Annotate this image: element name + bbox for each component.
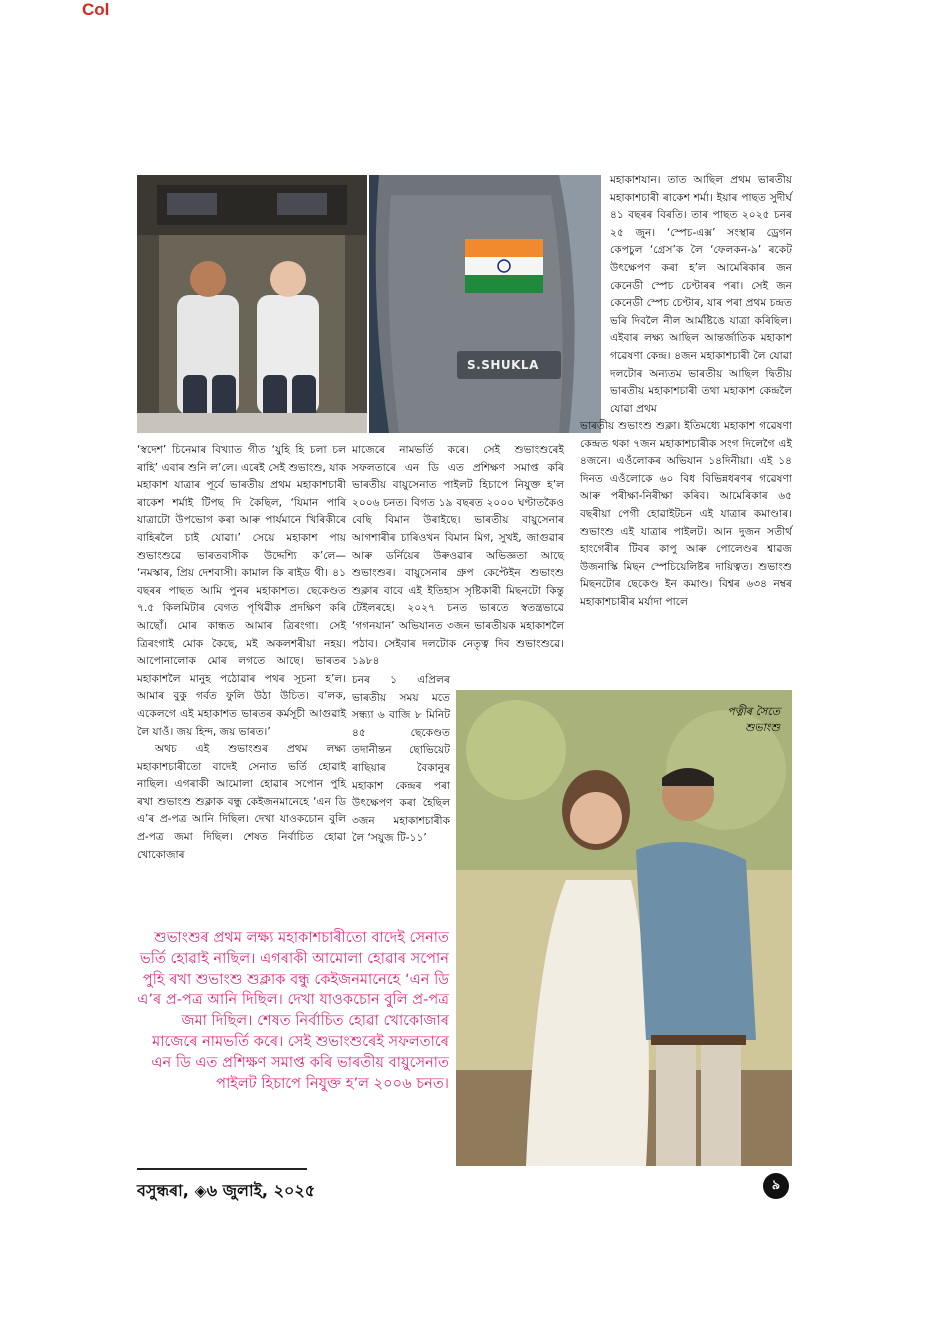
- pull-quote: শুভাংশুৰ প্ৰথম লক্ষ্য মহাকাশচাৰীতো বাদেই সেনাত ভৰ্তি হোৱাই নাছিল। এগৰাকী আমোলা হোৱাৰ সপোন পুহি ৰখা শুভাংশু শুক্লাক বন্ধু কেইজনমানেহে ‘এন ডি এ’ৰ প্ৰ-পত্ৰ আনি দিছিল। দেখা যাওকচোন বুলি প্ৰ-পত্ৰ জমা দিছিল। শেষত নিৰ্বাচিত হোৱা খোকোজাৰ মাজেৰে নামভৰ্তি কৰে। সেই শুভাংশুৰেই সফলতাৰে এন ডি এত প্ৰশিক্ষণ সমাপ্ত কৰি ভাৰতীয় বায়ুসেনাত পাইলট হিচাপে নিযুক্ত হ’ল ২০০৬ চনত।: [137, 929, 449, 1092]
- footer-rule: [137, 1168, 307, 1170]
- couple-photo: [456, 690, 792, 1166]
- article-column-right-mid: ভাৰতীয় শুভাংশু শুক্লা। ইতিমধ্যে মহাকাশ গৱেষণা কেন্দ্ৰত থকা ৭জন মহাকাশচাৰীক সংগ দিলেগৈ এই ৪জনে। এওঁলোকৰ অভিযান ১৪দিনীয়া। এই ১৪ দিনত এওঁলোকে ৬০ বিধ বিভিন্নধৰণৰ গৱেষণা আৰু পৰীক্ষা-নিৰীক্ষা কৰিব। আমেৰিকাৰ ৬৫ বছৰীয়া পেগী হোৱাইটচন এই যাত্ৰাৰ কমাণ্ডাৰ। শুভাংশু এই যাত্ৰাৰ পাইলট। আন দুজন সতীৰ্থ হাংগেৰীৰ টিবৰ কাপু আৰু পোলেণ্ডৰ শ্বাৱজ উজনাস্কি মিছন স্পেচিয়েলিষ্টৰ দায়িত্বত। শুভাংশু মিছনটোৰ ছেকেণ্ড ইন কমাণ্ড। বিশ্বৰ ৬৩৪ নম্বৰ মহাকাশচাৰীৰ মৰ্যাদা পালে: [580, 420, 792, 608]
- caption-line-1: পত্নীৰ সৈতে: [727, 705, 780, 718]
- footer-masthead: বসুন্ধৰা, ◈৬ জুলাই, ২০২৫: [137, 1181, 316, 1200]
- caption-line-2: শুভাংশু: [744, 721, 780, 734]
- paragraph-1: ‘স্বদেশ’ চিনেমাৰ বিখ্যাত গীত ‘যুহি হি চলা চল ৰাহি’ এবাৰ শুনি ল’লে। এৰেই সেই শুভাংশু, যাক মহাকাশ যাত্ৰাৰ পূৰ্বে ভাৰতীয় প্ৰথম মহাকাশচাৰী ৰাকেশ শৰ্মাই টিপছ দি কৈছিল, ‘যিমান পাৰি যাত্ৰাটো উপভোগ কৰা আৰু পাৰ্যমানে খিৰিকীৰে বাহিৰলৈ চাই যোৱা।’ সেয়ে মহাকাশ পায় শুভাংশুৱে ভাৰতবাসীক উদ্দেশ্যি ক’লে— ‘নমস্কাৰ, প্ৰিয় দেশবাসী। কামাল কি ৰাইড থী। ৪১ বছৰৰ পাছত আমি পুনৰ মহাকাশত। ছেকেণ্ডত ৭.৫ কিলমিটাৰ বেগত পৃথিৱীক প্ৰদক্ষিণ কৰি আছোঁ। মোৰ কান্ধত আমাৰ ত্ৰিৰংগা। সেই ত্ৰিৰংগাই মোক কৈছে, মই অকলশৰীয়া নহয়। আপোনালোক মোৰ লগতে আছে। ভাৰতৰ মহাকাশলৈ মানুহ পঠোৱাৰ পথৰ সূচনা হ’ল। আমাৰ বুকু গৰ্বত ফুলি উঠা উচিত। ব’লক, একেলগে এই মহাকাশত ভাৰতৰ কৰ্মসূচী আগুৱাই লৈ যাওঁ। জয় হিন্দ, জয় ভাৰত।’: [137, 444, 346, 738]
- article-column-middle-narrow: চনৰ ১ এপ্ৰিলৰ ভাৰতীয় সময় মতে সন্ধ্যা ৬ বাজি ৮ মিনিট ৪৫ ছেকেণ্ডত তদানীন্তন ছোভিয়েট ৰাছিয়াৰ বৈকানুৰ মহাকাশ কেন্দ্ৰৰ পৰা উৎক্ষেপণ কৰা হৈছিল ৩জন মহাকাশচাৰীক লৈ ‘সয়ুজ টি-১১’: [352, 674, 450, 845]
- article-column-right-top: মহাকাশযান। তাত আছিল প্ৰথম ভাৰতীয় মহাকাশচাৰী ৰাকেশ শৰ্মা। ইয়াৰ পাছত সুদীৰ্ঘ ৪১ বছৰৰ বিৰতি। তাৰ পাছত ২০২৫ চনৰ ২৫ জুন। ‘স্পেচ-এক্স’ সংস্থাৰ ড্ৰেগন কেপচুল ‘গ্ৰেস’ক লৈ ‘ফেলকন-৯’ ৰকেট উৎক্ষেপণ কৰা হ’ল আমেৰিকাৰ জন কেনেডী স্পেচ চেণ্টাৰৰ পৰা। সেই জন কেনেডী স্পেচ চেণ্টাৰ, যাৰ পৰা প্ৰথম চন্দ্ৰত ভৰি দিবলৈ নীল আৰ্মষ্টিঙে যাত্ৰা কৰিছিল। এইবাৰ লক্ষ্য আছিল আন্তৰ্জাতিক মহাকাশ গৱেষণা কেন্দ্ৰ। ৪জন মহাকাশচাৰী লৈ যোৱা দলটোৰ অন্যতম ভাৰতীয় আছিল দ্বিতীয় ভাৰতীয় মহাকাশচাৰী তথা মহাকাশ কেন্দ্ৰলৈ যোৱা প্ৰথম: [610, 174, 792, 415]
- astronauts-cabin-photo: [137, 175, 367, 433]
- name-badge: S.SHUKLA: [467, 358, 539, 372]
- article-column-middle: মাজেৰে নামভৰ্তি কৰে। সেই শুভাংশুৰেই সফলতাৰে এন ডি এত প্ৰশিক্ষণ সমাপ্ত কৰি ভাৰতীয় বায়ুসেনাত পাইলট হিচাপে নিযুক্ত হ’ল ২০০৬ চনত। বিগত ১৯ বছৰত ২০০০ ঘণ্টাতকৈও বেছি বিমান উৰাইছে। ভাৰতীয় বায়ুসেনাৰ আগশাৰীৰ চাৰিওখন বিমান মিগ, সুখই, জাগুৱাৰ আৰু ডৰ্নিয়েৰ উৰুওৱাৰ অভিজ্ঞতা আছে শুভাংশুৰ। বায়ুসেনাৰ গ্ৰুপ কেপ্টেইন শুভাংশু শুক্লাৰ বাবে এই ইতিহাস সৃষ্টিকাৰী মিছনটো কিন্তু টেইলৰহে। ২০২৭ চনত ভাৰতে স্বতন্ত্ৰভাৱে ‘গগনযান’ অভিযানত ৩জন ভাৰতীয়ক মহাকাশলৈ পঠাব। সেইবাৰ দলটোক নেতৃত্ব দিব শুভাংশুৱে। ১৯৮৪: [352, 444, 564, 668]
- photo-caption: [690, 704, 780, 736]
- paragraph-2: অথচ এই শুভাংশুৰ প্ৰথম লক্ষ্য মহাকাশচাৰীতো বাদেই সেনাত ভৰ্তি হোৱাই নাছিল। এগৰাকী আমোলা হোৱাৰ সপোন পুহি ৰখা শুভাংশু শুক্লাক বন্ধু কেইজনমানেহে ‘এন ডি এ’ৰ প্ৰ-পত্ৰ আনি দিছিল। দেখা যাওকচোন বুলি প্ৰ-পত্ৰ জমা দিছিল। শেষত নিৰ্বাচিত হোৱা খোকোজাৰ: [137, 743, 346, 861]
- page-number: ৯: [763, 1173, 789, 1199]
- corner-tag: Col: [82, 0, 110, 19]
- shoulder-flag-photo: [369, 175, 601, 433]
- article-column-left: [137, 442, 346, 864]
